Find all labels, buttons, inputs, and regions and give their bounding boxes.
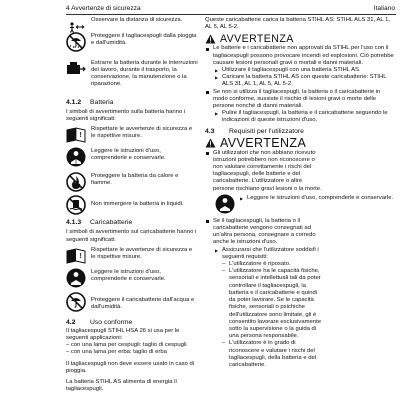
list-item: – con una lama per cespugli: taglio di cespugli <box>66 342 187 349</box>
svg-text:!: ! <box>79 132 82 140</box>
icon-row <box>66 59 198 99</box>
icon-row <box>66 195 198 219</box>
bullet-item: Se il tagliacespugli, la batteria o il caricabatterie vengono consegnati ad un'altra persona, consegnare a corredo anche le istruzioni d'uso. <box>205 218 325 247</box>
icon-row <box>66 17 198 32</box>
list-item: – con una lama per erba: taglio di erba <box>66 349 167 356</box>
bullet-item: Le batterie e i caricabatterie non approvati da STIHL per l'uso con il tagliacespugli possono provocare incendi ed esplosioni. Ciò potrebbe causare lesioni personali gravi o mortali e danni materiali. <box>205 45 395 67</box>
icon-text: Proteggere il tagliacespugli dalla pioggia e dall'umidità. <box>91 33 197 46</box>
book-instructions-icon <box>66 246 86 266</box>
icon-row <box>66 292 198 319</box>
svg-text:!: ! <box>79 252 82 260</box>
read-manual-icon <box>215 194 235 214</box>
icon-row <box>66 246 198 268</box>
icon-row <box>66 172 198 195</box>
icon-text: Proteggere la batteria da calore e fiamme. <box>91 173 179 187</box>
dash-item: – L'utilizzatore ha le capacità fisiche, sensoriali e intellettuali tali da poter controllare il tagliacespugli, la batteria e il caricabatterie e quindi da poter lavorare. Se le capacità fisiche, sensoriali o psichiche dell'utilizzatore sono limitate, gli è consentito lavorare esclusivamente sotto la supervisione o la guida di una persona responsabile. <box>205 268 325 340</box>
icon-text: Leggere le istruzioni d'uso, comprenderle e conservarle. <box>91 148 166 162</box>
read-manual-icon <box>66 147 86 167</box>
paragraph: La batteria STIHL AS alimenta di energia il tagliacespugli. <box>66 379 177 393</box>
warning-title: AVVERTENZA <box>205 33 395 45</box>
icon-text: Proteggere il caricabatterie dall'acqua e dall'umidità. <box>91 296 195 310</box>
read-manual-icon <box>66 268 86 288</box>
header-rule <box>66 14 396 15</box>
bullet-item: Gli utilizzatori che non abbiano ricevuto istruzioni potrebbero non riconoscere o non valutare correttamente i rischi del tagliacespugli, delle batterie e del caricabatterie. L'utilizzatore o altre persone rischiano gravi lesioni o la morte. <box>205 150 325 193</box>
sub-bullet-item: ▶ Assicurarsi che l'utilizzatore soddisfi i seguenti requisiti: <box>205 247 326 261</box>
paragraph: Il tagliacespugli non deve essere usato in caso di pioggia. <box>66 360 195 374</box>
dash-item: – L'utilizzatore è in grado di riconoscere e valutare i rischi del tagliacespugli, della batteria e del caricabatterie. <box>205 340 325 369</box>
icon-text: Osservare la distanza di sicurezza. <box>91 17 183 23</box>
icon-text: Leggere le istruzioni d'uso, comprenderle e conservarle. <box>91 268 166 282</box>
icon-row <box>66 32 198 59</box>
paragraph: I simboli di avvertimento sulla batteria hanno i seguenti significati: <box>66 109 186 123</box>
section-heading: 4.3 Requisiti per l'utilizzatore <box>205 127 304 135</box>
no-rain-icon <box>66 32 86 52</box>
section-heading: 4.1.3 Caricabatterie <box>66 219 133 227</box>
page-header-language: Italiano <box>373 5 395 12</box>
sub-bullet-item: ▶ Utilizzare il tagliacespugli con una batteria STIHL AS. <box>205 67 395 74</box>
icon-text: ▶ Leggere le istruzioni d'uso, comprenderle e conservarle. <box>240 194 394 201</box>
warning-triangle-icon <box>205 34 216 44</box>
sub-bullet-item: ▶ Caricare la batteria STIHL AS con queste caricabatterie: STIHL ALS 31, AL 1, AL 5, AL 5-2. <box>205 74 395 88</box>
battery-remove-icon <box>66 59 86 79</box>
paragraph: Il tagliacespugli STIHL HSA 26 si usa per le seguenti applicazioni: <box>66 327 180 342</box>
icon-row <box>66 268 198 292</box>
no-rain-icon <box>66 292 86 312</box>
icon-text: Rispettare le avvertenze di sicurezza e le rispettive misure. <box>91 246 193 260</box>
icon-text: Rispettare le avvertenze di sicurezza e le rispettive misure. <box>91 126 193 140</box>
keep-distance-icon <box>66 17 86 29</box>
book-instructions-icon <box>66 125 86 145</box>
warning-triangle-icon <box>205 138 216 148</box>
page-header-section: 4 Avvertenze di sicurezza <box>66 5 141 12</box>
sub-bullet-item: ▶ Pulire il tagliacespugli, la batteria e il caricabatterie seguendo le indicazioni di queste istruzioni d'uso. <box>205 110 395 124</box>
section-heading: 4.2 Uso conforme <box>66 318 133 326</box>
icon-row <box>66 125 198 147</box>
right-column <box>205 17 395 369</box>
icon-row <box>66 147 198 172</box>
warning-title: AVVERTENZA <box>205 136 395 150</box>
icon-text: Non immergere la batteria in liquidi. <box>91 201 184 208</box>
no-fire-heat-icon <box>66 172 86 192</box>
icon-row <box>205 194 395 218</box>
icon-text: Estrarre la batteria durante le interruzioni del lavoro, durante il trasporto, la conservazione, la manutenzione o la riparazione. <box>91 60 198 87</box>
dash-item: – L'utilizzatore è riposato. <box>205 261 325 268</box>
bullet-item: Se non si utilizza il tagliacespugli, la batteria o il caricabatterie in modo conforme, sussiste il rischio di lesioni gravi o morte delle persone nonché di danni materiali. <box>205 89 395 111</box>
section-heading: 4.1.2 Batteria <box>66 99 114 106</box>
no-liquid-icon <box>66 195 86 215</box>
left-column <box>66 17 198 393</box>
paragraph: I simboli di avvertimento sul caricabatterie hanno i seguenti significati: <box>66 229 197 243</box>
paragraph: Queste caricabatterie carica la batteria STIHL AS: STIHL ALS 31, AL 1, AL 5, AL 5-2. <box>205 17 390 31</box>
